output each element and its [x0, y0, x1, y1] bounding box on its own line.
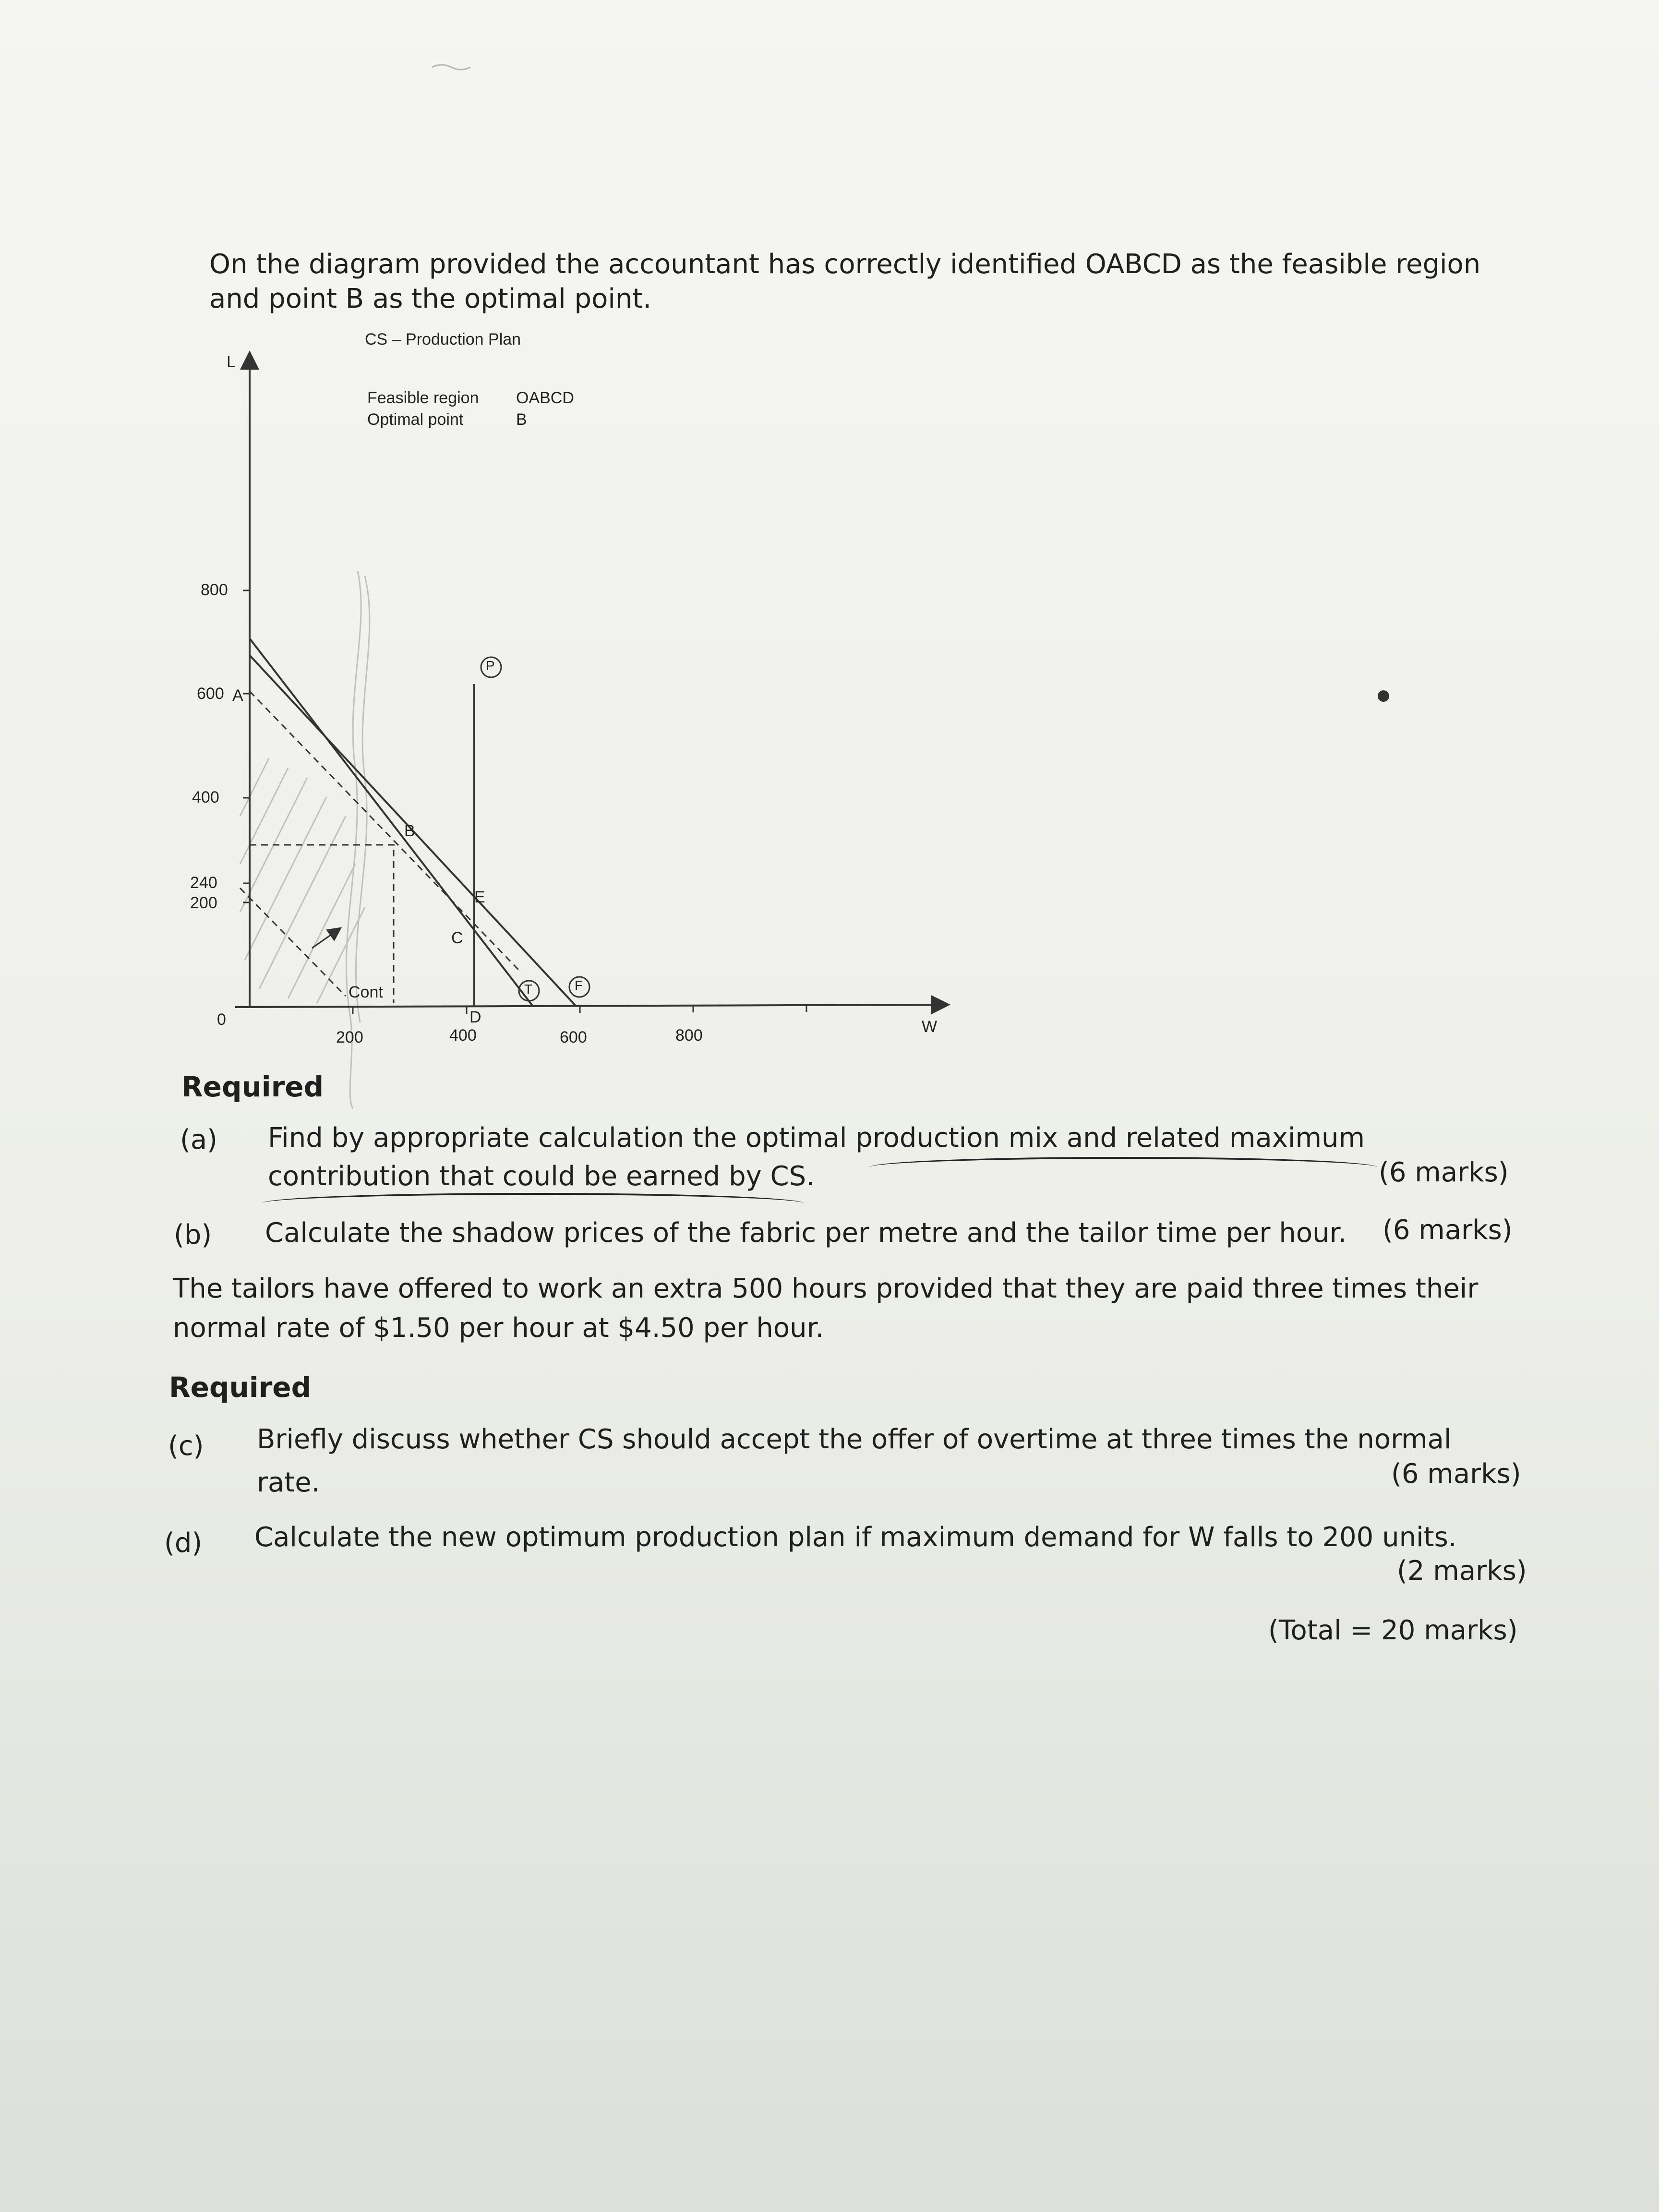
required-heading-2: Required	[169, 1371, 312, 1404]
x-tick-600: 600	[560, 1028, 587, 1046]
legend-optimal-value: B	[516, 410, 527, 429]
point-a-label: A	[232, 686, 243, 705]
y-tick-240: 240	[190, 874, 217, 892]
item-c-label: (c)	[168, 1431, 204, 1462]
item-a-marks: (6 marks)	[1379, 1157, 1509, 1188]
item-d-marks: (2 marks)	[1397, 1555, 1527, 1587]
item-c-marks: (6 marks)	[1391, 1458, 1521, 1490]
offer-line-2: normal rate of $1.50 per hour at $4.50 per hour.	[173, 1312, 824, 1344]
point-d-label: D	[469, 1008, 481, 1026]
contribution-label: Cont	[349, 983, 383, 1001]
item-b-label: (b)	[174, 1219, 212, 1250]
item-d-label: (d)	[164, 1527, 203, 1559]
item-a-label: (a)	[180, 1124, 218, 1155]
item-c-line-2: rate.	[257, 1467, 320, 1498]
item-d-text: Calculate the new optimum production plan if maximum demand for W falls to 200 units.	[254, 1522, 1457, 1553]
contribution-arrow	[312, 931, 336, 948]
x-axis	[235, 1005, 941, 1007]
x-axis-label: W	[922, 1018, 938, 1036]
intro-line-1: On the diagram provided the accountant has correctly identified OABCD as the feasible region	[209, 249, 1481, 280]
legend-feasible-label: Feasible region	[367, 389, 479, 407]
handwritten-underline-1	[869, 1157, 1378, 1178]
item-c-line-1: Briefly discuss whether CS should accept the offer of overtime at three times the normal	[257, 1424, 1452, 1455]
item-b-marks: (6 marks)	[1382, 1214, 1513, 1246]
point-b-label: B	[404, 822, 415, 840]
point-c-label: C	[451, 929, 463, 947]
diagram-title: CS – Production Plan	[365, 330, 521, 349]
y-axis-label: L	[227, 353, 236, 371]
y-tick-200: 200	[190, 894, 217, 912]
y-tick-400: 400	[192, 788, 219, 806]
offer-line-1: The tailors have offered to work an extra 500 hours provided that they are paid three times their	[173, 1273, 1479, 1304]
handwritten-underline-2	[262, 1193, 804, 1214]
x-tick-400: 400	[449, 1026, 477, 1045]
legend-feasible-value: OABCD	[516, 389, 574, 407]
contribution-line	[240, 888, 346, 996]
y-tick-800: 800	[201, 581, 228, 599]
x-tick-800: 800	[675, 1026, 703, 1045]
item-a-line-1: Find by appropriate calculation the optimal production mix and related maximum	[268, 1122, 1365, 1154]
required-heading-1: Required	[181, 1070, 324, 1103]
legend-optimal-label: Optimal point	[367, 410, 464, 429]
item-b-text: Calculate the shadow prices of the fabric per metre and the tailor time per hour.	[265, 1217, 1347, 1249]
item-a-line-2: contribution that could be earned by CS.	[268, 1161, 815, 1192]
y-tick-600: 600	[197, 685, 224, 703]
total-marks: (Total = 20 marks)	[1268, 1615, 1518, 1646]
intro-line-2: and point B as the optimal point.	[209, 283, 652, 314]
pencil-scribble-top	[432, 65, 470, 70]
point-e-label: E	[474, 888, 485, 906]
origin-label: 0	[217, 1010, 226, 1029]
constraint-line-t	[250, 638, 533, 1006]
pen-dot-mark	[1378, 690, 1389, 702]
line-f-label: F	[575, 978, 583, 993]
line-t-label: T	[524, 982, 533, 997]
line-p-label: P	[486, 658, 495, 673]
x-tick-200: 200	[336, 1028, 363, 1046]
